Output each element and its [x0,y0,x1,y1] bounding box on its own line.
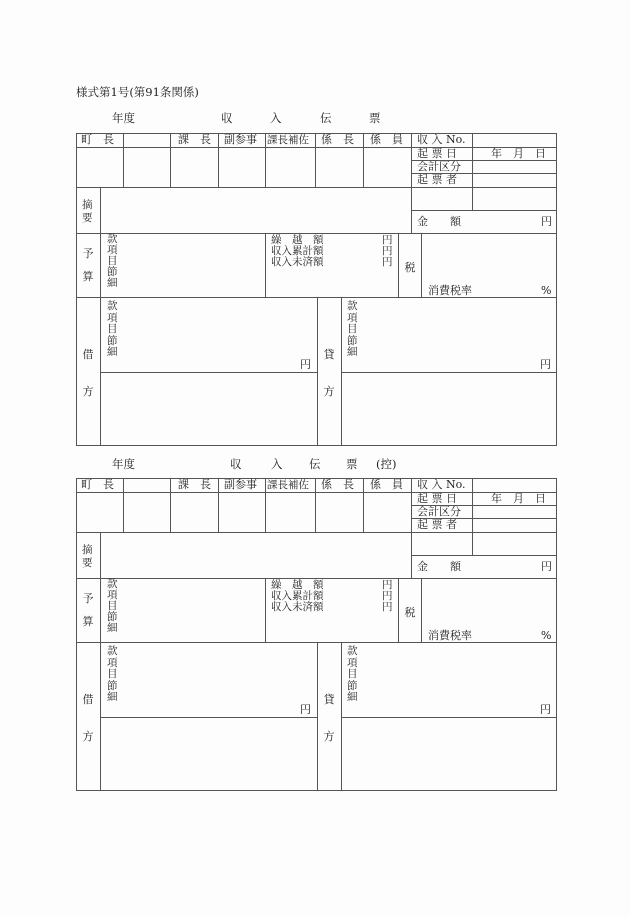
budget-item-labels: 款 項 目 節 細 [107,233,118,289]
stamp-cell-section-chief[interactable] [171,493,218,532]
approval-header-mayor: 町 長 [81,133,114,146]
credit-account-field[interactable] [361,643,537,717]
cumulative-receipts-unit: 円 [382,590,393,602]
debit-label-1: 借 [82,348,94,361]
voucher-table [76,133,557,446]
consumption-tax-rate-label: 消費税率 [428,284,472,297]
tax-label: 税 [404,606,416,619]
voucher-table [76,478,557,791]
credit-item-labels: 款 項 目 節 細 [347,645,358,703]
title-char: 入 [270,111,282,125]
form-label: 様式第1号(第91条関係) [76,85,199,99]
receipt-no-label: 収 入 No. [417,133,466,146]
stamp-cell-subsection-chief[interactable] [316,493,363,532]
budget-item-labels: 款 項 目 節 細 [107,578,118,634]
carryover-unit: 円 [382,234,393,246]
unreceived-label: 収入未済額 [271,256,324,268]
title-char: 伝 [320,111,332,125]
debit-unit: 円 [300,703,311,716]
debit-item-labels: 款 項 目 節 細 [107,645,118,703]
stamp-cell-deputy[interactable] [219,148,265,187]
consumption-tax-rate-unit: % [541,284,552,297]
stamp-cell-assistant[interactable] [266,493,315,532]
budget-item-field[interactable] [121,234,265,297]
approval-header-staff: 係 員 [370,133,403,146]
budget-label-2: 算 [82,270,94,283]
issuer-field[interactable] [473,174,556,187]
stamp-cell-subsection-chief[interactable] [316,148,363,187]
summary-field[interactable] [101,188,411,233]
credit-item-labels: 款 項 目 節 細 [347,300,358,358]
approval-header-assistant: 課長補佐 [267,134,309,146]
summary-field[interactable] [101,533,411,578]
stamp-cell-mayor[interactable] [77,148,123,187]
consumption-tax-rate-label: 消費税率 [428,629,472,642]
summary-label: 摘 要 [82,199,93,224]
credit-account-field[interactable] [361,298,537,372]
budget-label-1: 予 [82,592,94,605]
stamp-cell-mayor[interactable] [77,493,123,532]
issuer-field[interactable] [473,519,556,532]
stamp-cell-blank[interactable] [124,148,170,187]
approval-header-mayor: 町 長 [81,478,114,491]
accounting-category-field[interactable] [473,506,556,518]
debit-account-field[interactable] [121,643,297,717]
debit-label-2: 方 [82,385,94,398]
receipt-no-field[interactable] [473,134,556,147]
unreceived-unit: 円 [382,601,393,613]
approval-header-assistant: 課長補佐 [267,479,309,491]
tax-field[interactable] [422,579,556,627]
receipt-no-label: 収 入 No. [417,478,466,491]
title-char: 伝 [309,457,321,471]
credit-detail-field[interactable] [342,373,556,445]
approval-header-section-chief: 課 長 [178,478,211,491]
carryover-unit: 円 [382,579,393,591]
title-char: 収 [230,457,242,471]
budget-item-field[interactable] [121,579,265,642]
cumulative-receipts-label: 収入累計額 [271,590,324,602]
stamp-cell-deputy[interactable] [219,493,265,532]
debit-account-field[interactable] [121,298,297,372]
title-char: 票 [369,111,381,125]
amount-unit: 円 [541,560,552,573]
carryover-label: 繰 越 額 [271,579,324,591]
receipt-no-field[interactable] [473,479,556,492]
issue-date-field[interactable]: 年 月 日 [491,147,546,160]
fiscal-year-label: 年度 [112,457,135,471]
approval-header-section-chief: 課 長 [178,133,211,146]
stamp-cell-section-chief[interactable] [171,148,218,187]
stamp-cell-blank[interactable] [124,493,170,532]
sheet-title [76,456,557,472]
debit-item-labels: 款 項 目 節 細 [107,300,118,358]
accounting-category-label: 会計区分 [417,160,461,173]
title-char: 票 [346,457,358,471]
carryover-label: 繰 越 額 [271,234,324,246]
approval-header-staff: 係 員 [370,478,403,491]
debit-unit: 円 [300,358,311,371]
credit-unit: 円 [540,703,551,716]
credit-label-1: 貸 [323,348,335,361]
consumption-tax-rate-unit: % [541,629,552,642]
stamp-cell-assistant[interactable] [266,148,315,187]
sheet-title [76,110,557,126]
accounting-category-field[interactable] [473,161,556,173]
approval-header-deputy: 副参事 [224,478,257,491]
credit-detail-field[interactable] [342,718,556,790]
unreceived-unit: 円 [382,256,393,268]
issue-date-field[interactable]: 年 月 日 [491,492,546,505]
credit-label-2: 方 [323,730,335,743]
unreceived-label: 収入未済額 [271,601,324,613]
tax-field[interactable] [422,234,556,282]
summary-label: 摘 要 [82,544,93,569]
amount-unit: 円 [541,215,552,228]
budget-label-2: 算 [82,615,94,628]
approval-header-deputy: 副参事 [224,133,257,146]
accounting-category-label: 会計区分 [417,505,461,518]
stamp-cell-staff[interactable] [364,148,411,187]
issuer-label: 起 票 者 [417,173,457,186]
amount-label: 金 額 [417,215,461,228]
issue-date-label: 起 票 日 [417,147,457,160]
debit-label-2: 方 [82,730,94,743]
fiscal-year-label: 年度 [112,111,135,125]
title-suffix: (控) [376,457,397,471]
debit-detail-field[interactable] [101,718,317,790]
stamp-cell-staff[interactable] [364,493,411,532]
credit-label-1: 貸 [323,693,335,706]
title-char: 収 [221,111,233,125]
debit-label-1: 借 [82,693,94,706]
approval-header-subsection-chief: 係 長 [321,133,354,146]
amount-label: 金 額 [417,560,461,573]
cumulative-receipts-unit: 円 [382,245,393,257]
issue-date-label: 起 票 日 [417,492,457,505]
credit-label-2: 方 [323,385,335,398]
budget-label-1: 予 [82,247,94,260]
issuer-label: 起 票 者 [417,518,457,531]
tax-label: 税 [404,261,416,274]
approval-header-subsection-chief: 係 長 [321,478,354,491]
title-char: 入 [271,457,283,471]
credit-unit: 円 [540,358,551,371]
debit-detail-field[interactable] [101,373,317,445]
cumulative-receipts-label: 収入累計額 [271,245,324,257]
